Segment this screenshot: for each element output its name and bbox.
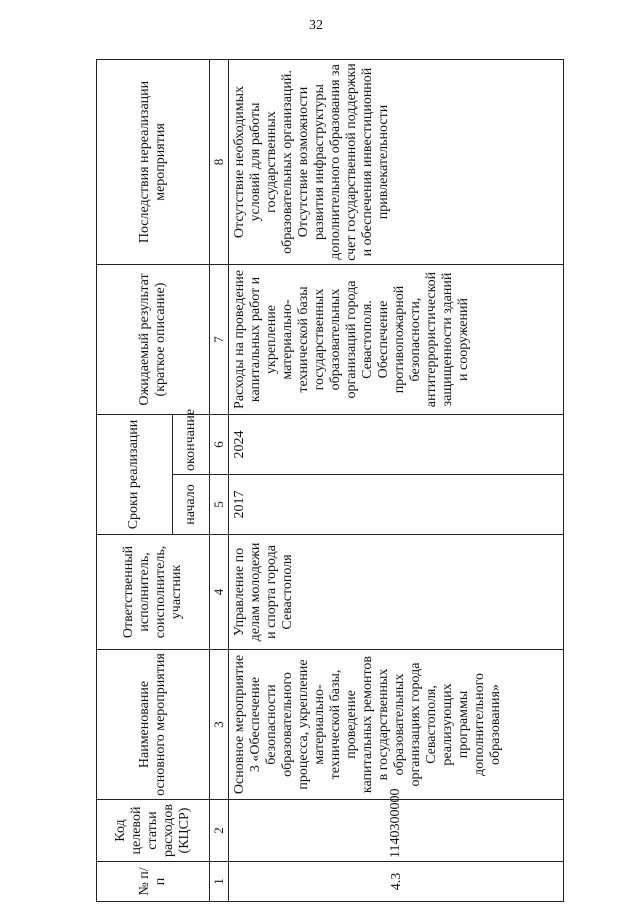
header-result: Ожидаемый результат (краткое описание) — [97, 265, 210, 415]
header-code: Код целевой статьи расходов (КЦСР) — [97, 800, 210, 862]
header-end: окончание — [172, 415, 209, 475]
column-number: 8 — [210, 60, 229, 265]
row-result: Расходы на проведение капитальных работ и укрепление материально-технической базы государственных образовательных организаций города Севастополя. Обеспечение противопожарной безопасности, антитеррористической защищенности зданий и сооружений — [229, 265, 564, 415]
header-num: № п/п — [97, 862, 210, 902]
row-start: 2017 — [229, 475, 564, 535]
column-number: 5 — [210, 475, 229, 535]
header-consequences: Последствия нереализации мероприятия — [97, 60, 210, 265]
header-row — [97, 60, 173, 902]
activities-table — [96, 59, 564, 902]
row-consequences: Отсутствие необходимых условий для работы государственных образовательных организаций. Отсутствие возможности развития инфраструктуры дополнительного образования за счет государственной поддержки и обеспечения инвестиционной привлекательности — [229, 60, 564, 265]
header-responsible: Ответственный исполнитель, соисполнитель, участник — [97, 535, 210, 650]
column-number: 4 — [210, 535, 229, 650]
header-period: Сроки реализации — [97, 415, 173, 535]
column-number: 6 — [210, 415, 229, 475]
row-responsible: Управление по делам молодежи и спорта города Севастополя — [229, 535, 564, 650]
column-number-row — [210, 60, 229, 902]
row-code: 1140300000 — [229, 800, 564, 862]
row-number: 4.3 — [229, 862, 564, 902]
column-number: 2 — [210, 800, 229, 862]
rotated-table-container — [96, 60, 586, 902]
page-number: 32 — [309, 18, 323, 33]
header-start: начало — [172, 475, 209, 535]
column-number: 7 — [210, 265, 229, 415]
table-row — [229, 60, 564, 902]
row-end: 2024 — [229, 415, 564, 475]
row-name: Основное мероприятие 3 «Обеспечение безопасности образовательного процесса, укрепление материально-технической базы, проведение капитальных ремонтов в государственных образовательных организациях города Севастополя, реализующих программы дополнительного образования» — [229, 650, 564, 800]
column-number: 1 — [210, 862, 229, 902]
header-name: Наименование основного мероприятия — [97, 650, 210, 800]
column-number: 3 — [210, 650, 229, 800]
